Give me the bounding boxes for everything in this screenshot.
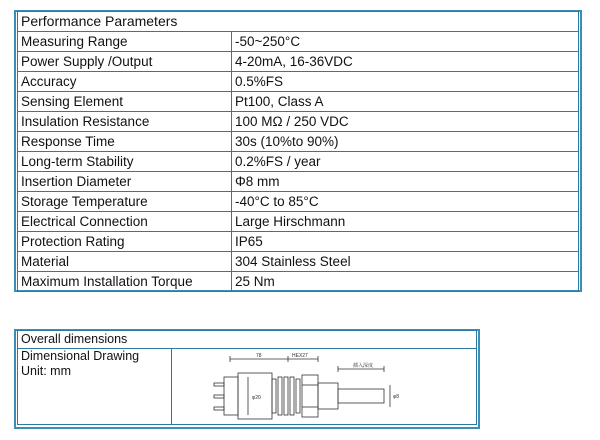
- dimensional-drawing-label: Dimensional Drawing: [21, 349, 140, 363]
- table-row: [18, 152, 579, 172]
- table-row: [18, 232, 579, 252]
- cooling-fin: [296, 379, 300, 413]
- table-row: [18, 132, 579, 152]
- dim-label-probe: φ8: [393, 394, 400, 400]
- parameter-value: Pt100, Class A: [232, 92, 579, 112]
- connector-pin: [214, 395, 224, 398]
- dimensions-title: Overall dimensions: [18, 331, 477, 349]
- dim-label-diameter: φ20: [252, 395, 261, 401]
- unit-label: Unit: mm: [21, 364, 71, 378]
- parameter-label: Protection Rating: [18, 232, 232, 252]
- parameter-label: Insulation Resistance: [18, 112, 232, 132]
- parameter-value: 25 Nm: [232, 272, 579, 292]
- cooling-fin: [284, 377, 288, 415]
- parameter-value: 304 Stainless Steel: [232, 252, 579, 272]
- parameter-label: Response Time: [18, 132, 232, 152]
- parameter-label: Storage Temperature: [18, 192, 232, 212]
- parameter-value: IP65: [232, 232, 579, 252]
- performance-title: Performance Parameters: [18, 12, 579, 32]
- dim-label-insertion: 插入深度: [353, 363, 374, 369]
- cooling-fin: [278, 377, 282, 415]
- parameter-value: -50~250°C: [232, 32, 579, 52]
- dim-label-78: 78: [256, 353, 262, 359]
- thread-section: [318, 383, 338, 409]
- performance-header-row: [18, 12, 579, 32]
- probe-tube: [338, 389, 384, 403]
- parameter-label: Accuracy: [18, 72, 232, 92]
- table-row: [18, 272, 579, 292]
- performance-table: [17, 11, 579, 292]
- connector-pin: [214, 383, 224, 386]
- parameter-value: 30s (10%to 90%): [232, 132, 579, 152]
- dimensions-drawing-row: [18, 349, 477, 425]
- dimensional-drawing: [208, 351, 418, 423]
- parameter-label: Sensing Element: [18, 92, 232, 112]
- parameter-value: 0.5%FS: [232, 72, 579, 92]
- hex-nut: [302, 375, 318, 417]
- table-row: [18, 192, 579, 212]
- table-row: [18, 212, 579, 232]
- parameter-label: Insertion Diameter: [18, 172, 232, 192]
- parameter-value: Φ8 mm: [232, 172, 579, 192]
- dimensions-table: [17, 330, 477, 425]
- cooling-fin: [290, 377, 294, 415]
- parameter-value: 0.2%FS / year: [232, 152, 579, 172]
- table-row: [18, 32, 579, 52]
- parameter-label: Material: [18, 252, 232, 272]
- parameter-label: Maximum Installation Torque: [18, 272, 232, 292]
- cooling-fin: [272, 379, 276, 413]
- table-row: [18, 172, 579, 192]
- parameter-label: Electrical Connection: [18, 212, 232, 232]
- table-row: [18, 112, 579, 132]
- parameter-value: 100 MΩ / 250 VDC: [232, 112, 579, 132]
- connector-pin: [214, 407, 224, 410]
- parameter-value: -40°C to 85°C: [232, 192, 579, 212]
- dimensions-label-cell: [18, 349, 172, 425]
- table-row: [18, 252, 579, 272]
- dim-label-hex: HEX27: [292, 353, 308, 359]
- table-row: [18, 92, 579, 112]
- parameter-label: Measuring Range: [18, 32, 232, 52]
- parameter-label: Power Supply /Output: [18, 52, 232, 72]
- parameter-value: 4-20mA, 16-36VDC: [232, 52, 579, 72]
- dimensions-header-row: [18, 331, 477, 349]
- connector-plug: [224, 377, 238, 415]
- parameter-value: Large Hirschmann: [232, 212, 579, 232]
- table-row: [18, 52, 579, 72]
- drawing-cell: [172, 349, 477, 425]
- parameter-label: Long-term Stability: [18, 152, 232, 172]
- table-row: [18, 72, 579, 92]
